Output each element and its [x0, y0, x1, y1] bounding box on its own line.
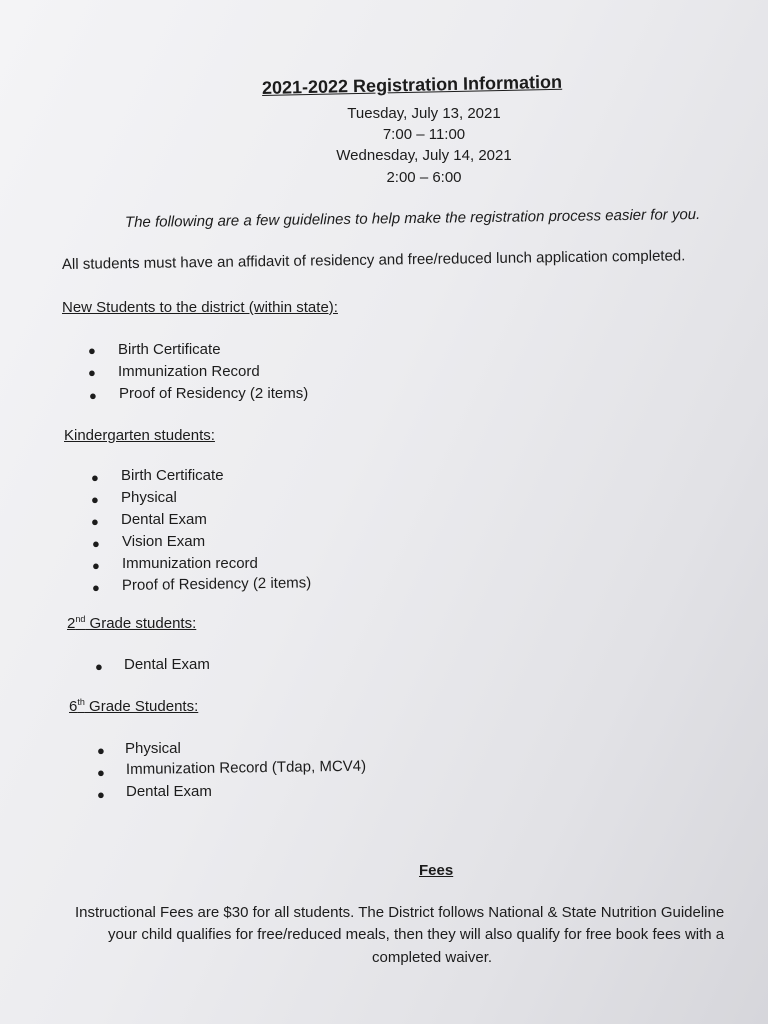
list-item: Proof of Residency (2 items): [121, 574, 312, 594]
list-item: Physical: [121, 489, 177, 506]
time-line-2: 2:00 – 6:00: [386, 169, 462, 186]
sixth-grade-heading: 6th Grade Students:: [69, 697, 199, 715]
all-students-text: All students must have an affidavit of residency and free/reduced lunch application completed.: [61, 247, 686, 273]
list-item: Immunization Record (Tdap, MCV4): [125, 757, 367, 778]
bullet-icon: ●: [91, 492, 99, 507]
time-line-1: 7:00 – 11:00: [382, 126, 466, 143]
bullet-icon: ●: [95, 659, 103, 674]
bullet-icon: ●: [92, 558, 100, 573]
second-grade-heading: 2nd Grade students:: [67, 614, 197, 632]
list-item: Physical: [125, 740, 181, 757]
bullet-icon: ●: [91, 470, 99, 485]
list-item: Proof of Residency (2 items): [119, 385, 309, 402]
date-line-1: Tuesday, July 13, 2021: [347, 105, 501, 122]
fees-heading: Fees: [419, 862, 454, 879]
bullet-icon: ●: [89, 388, 97, 403]
bullet-icon: ●: [97, 743, 105, 758]
date-line-2: Wednesday, July 14, 2021: [336, 147, 512, 164]
new-students-heading: New Students to the district (within state):: [62, 299, 338, 316]
list-item: Dental Exam: [124, 656, 210, 673]
list-item: Birth Certificate: [118, 341, 221, 358]
kindergarten-heading: Kindergarten students:: [64, 427, 215, 444]
list-item: Dental Exam: [121, 511, 207, 528]
bullet-icon: ●: [92, 580, 100, 595]
list-item: Vision Exam: [122, 533, 206, 550]
bullet-icon: ●: [97, 765, 105, 780]
intro-text: The following are a few guidelines to help make the registration process easier for you.: [124, 205, 701, 231]
document-title: 2021-2022 Registration Information: [261, 71, 563, 98]
list-item: Immunization Record: [118, 363, 260, 380]
fees-line-2: your child qualifies for free/reduced meals, then they will also qualify for free book fees with a: [108, 926, 725, 943]
fees-line-1: Instructional Fees are $30 for all students. The District follows National & State Nutrition Guideline: [75, 904, 725, 921]
bullet-icon: ●: [91, 514, 99, 529]
bullet-icon: ●: [88, 343, 96, 358]
bullet-icon: ●: [88, 365, 96, 380]
list-item: Dental Exam: [126, 783, 212, 800]
bullet-icon: ●: [97, 787, 105, 802]
bullet-icon: ●: [92, 536, 100, 551]
list-item: Birth Certificate: [121, 467, 224, 484]
list-item: Immunization record: [122, 555, 258, 572]
fees-line-3: completed waiver.: [372, 949, 493, 966]
